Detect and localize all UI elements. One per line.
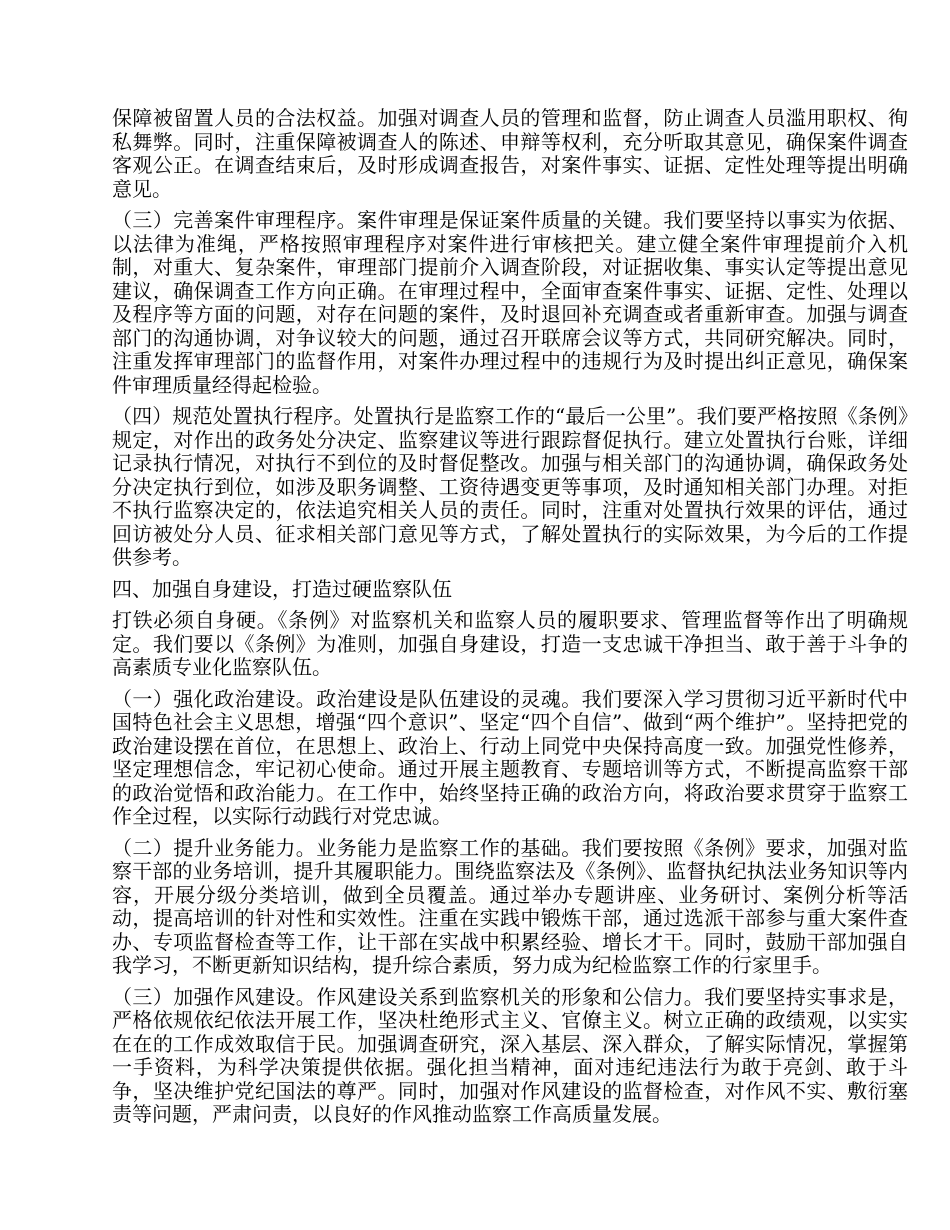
paragraph-disposal-execution-procedure: （四）规范处置执行程序。处置执行是监察工作的“最后一公里”。我们要严格按照《条例》规定，对作出的政务处分决定、监察建议等进行跟踪督促执行。建立处置执行台账，详细记录执行情况，对执行不到位的及时督促整改。加强与相关部门的沟通协调，确保政务处分决定执行到位，如涉及职务调整、工资待遇变更等事项，及时通知相关部门办理。对拒不执行监察决定的，依法追究相关人员的责任。同时，注重对处置执行效果的评估，通过回访被处分人员、征求相关部门意见等方式，了解处置执行的实际效果，为今后的工作提供参考。 [112, 404, 908, 569]
document-text-column [112, 107, 908, 1127]
paragraph-political-construction: （一）强化政治建设。政治建设是队伍建设的灵魂。我们要深入学习贯彻习近平新时代中国特色社会主义思想，增强“四个意识”、坚定“四个自信”、做到“两个维护”。坚持把党的政治建设摆在首位，在思想上、政治上、行动上同党中央保持高度一致。加强党性修养，坚定理想信念，牢记初心使命。通过开展主题教育、专题培训等方式，不断提高监察干部的政治觉悟和政治能力。在工作中，始终坚持正确的政治方向，将政治要求贯穿于监察工作全过程，以实际行动践行对党忠诚。 [112, 686, 908, 828]
paragraph-self-hardening-intro: 打铁必须自身硬。《条例》对监察机关和监察人员的履职要求、管理监督等作出了明确规定。我们要以《条例》为准则，加强自身建设，打造一支忠诚干净担当、敢于善于斗争的高素质专业化监察队伍。 [112, 608, 908, 679]
paragraph-professional-capability: （二）提升业务能力。业务能力是监察工作的基础。我们要按照《条例》要求，加强对监察干部的业务培训，提升其履职能力。围绕监察法及《条例》、监督执纪执法业务知识等内容，开展分级分类培训，做到全员覆盖。通过举办专题讲座、业务研讨、案例分析等活动，提高培训的针对性和实效性。注重在实践中锻炼干部，通过选派干部参与重大案件查办、专项监督检查等工作，让干部在实战中积累经验、增长才干。同时，鼓励干部加强自我学习，不断更新知识结构，提升综合素质，努力成为纪检监察工作的行家里手。 [112, 835, 908, 977]
paragraph-work-style-construction: （三）加强作风建设。作风建设关系到监察机关的形象和公信力。我们要坚持实事求是，严格依规依纪依法开展工作，坚决杜绝形式主义、官僚主义。树立正确的政绩观，以实实在在的工作成效取信于民。加强调查研究，深入基层、深入群众，了解实际情况，掌握第一手资料，为科学决策提供依据。强化担当精神，面对违纪违法行为敢于亮剑、敢于斗争，坚决维护党纪国法的尊严。同时，加强对作风建设的监督检查，对作风不实、敷衍塞责等问题，严肃问责，以良好的作风推动监察工作高质量发展。 [112, 984, 908, 1126]
section-heading-self-construction: 四、加强自身建设，打造过硬监察队伍 [112, 576, 452, 601]
paragraph-investigation-rights: 保障被留置人员的合法权益。加强对调查人员的管理和监督，防止调查人员滥用职权、徇私舞弊。同时，注重保障被调查人的陈述、申辩等权利，充分听取其意见，确保案件调查客观公正。在调查结束后，及时形成调查报告，对案件事实、证据、定性处理等提出明确意见。 [112, 106, 908, 201]
paragraph-case-review-procedure: （三）完善案件审理程序。案件审理是保证案件质量的关键。我们要坚持以事实为依据、以法律为准绳，严格按照审理程序对案件进行审核把关。建立健全案件审理提前介入机制，对重大、复杂案件，审理部门提前介入调查阶段，对证据收集、事实认定等提出意见建议，确保调查工作方向正确。在审理过程中，全面审查案件事实、证据、定性、处理以及程序等方面的问题，对存在问题的案件，及时退回补充调查或者重新审查。加强与调查部门的沟通协调，对争议较大的问题，通过召开联席会议等方式，共同研究解决。同时，注重发挥审理部门的监督作用，对案件办理过程中的违规行为及时提出纠正意见，确保案件审理质量经得起检验。 [112, 208, 908, 397]
